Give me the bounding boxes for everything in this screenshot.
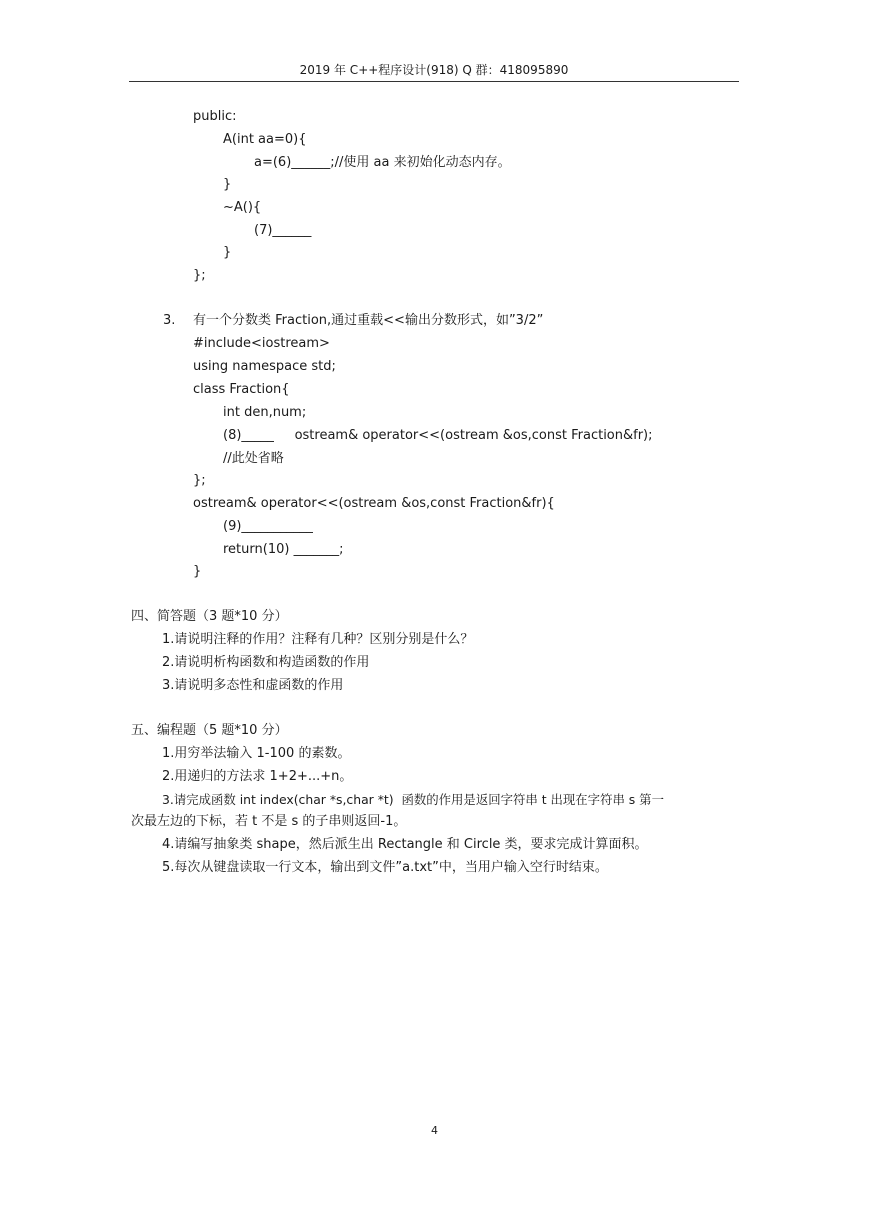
list-item: 1.用穷举法输入 1-100 的素数。: [162, 746, 351, 761]
code-line: public:: [193, 109, 237, 124]
list-item: 2.用递归的方法求 1+2+...+n。: [162, 769, 353, 784]
code-line: }: [193, 564, 202, 579]
list-item: 3.请说明多态性和虚函数的作用: [162, 678, 344, 693]
header-rule: [129, 81, 739, 82]
question-prompt: 有一个分数类 Fraction,通过重载<<输出分数形式，如”3/2”: [193, 313, 544, 328]
question-number: 3.: [163, 313, 176, 328]
page-number: 4: [431, 1124, 438, 1137]
code-line: return(10) _______;: [223, 542, 344, 557]
list-item: 3.请完成函数 int index(char *s,char *t) 函数的作用是返回字符串 t 出现在字符串 s 第一: [162, 792, 664, 807]
list-item-continuation: 次最左边的下标，若 t 不是 s 的子串则返回-1。: [131, 814, 407, 829]
code-line: #include<iostream>: [193, 336, 330, 351]
code-line: int den,num;: [223, 405, 307, 420]
code-line: };: [193, 473, 206, 488]
code-line: (8)_____ ostream& operator<<(ostream &os,const Fraction&fr);: [223, 428, 653, 443]
code-line: A(int aa=0){: [223, 132, 307, 147]
code-line: (7)______: [254, 223, 312, 238]
code-line: }: [223, 177, 232, 192]
code-line: class Fraction{: [193, 382, 290, 397]
code-line: using namespace std;: [193, 359, 336, 374]
code-line: }: [223, 245, 232, 260]
list-item: 1.请说明注释的作用？注释有几种？区别分别是什么？: [162, 632, 474, 647]
code-line: (9)___________: [223, 519, 313, 534]
code-line: };: [193, 268, 206, 283]
code-line: ~A(){: [223, 200, 262, 215]
code-line: //此处省略: [223, 451, 284, 466]
list-item: 4.请编写抽象类 shape，然后派生出 Rectangle 和 Circle 类，要求完成计算面积。: [162, 837, 648, 852]
code-line: a=(6)______;//使用 aa 来初始化动态内存。: [254, 155, 511, 170]
section-heading: 五、编程题（5 题*10 分）: [131, 723, 288, 738]
code-line: ostream& operator<<(ostream &os,const Fraction&fr){: [193, 496, 555, 511]
header-title: 2019 年 C++程序设计(918) Q 群：418095890: [299, 63, 569, 77]
list-item: 2.请说明析构函数和构造函数的作用: [162, 655, 370, 670]
section-heading: 四、简答题（3 题*10 分）: [131, 609, 288, 624]
list-item: 5.每次从键盘读取一行文本，输出到文件”a.txt”中，当用户输入空行时结束。: [162, 860, 608, 875]
